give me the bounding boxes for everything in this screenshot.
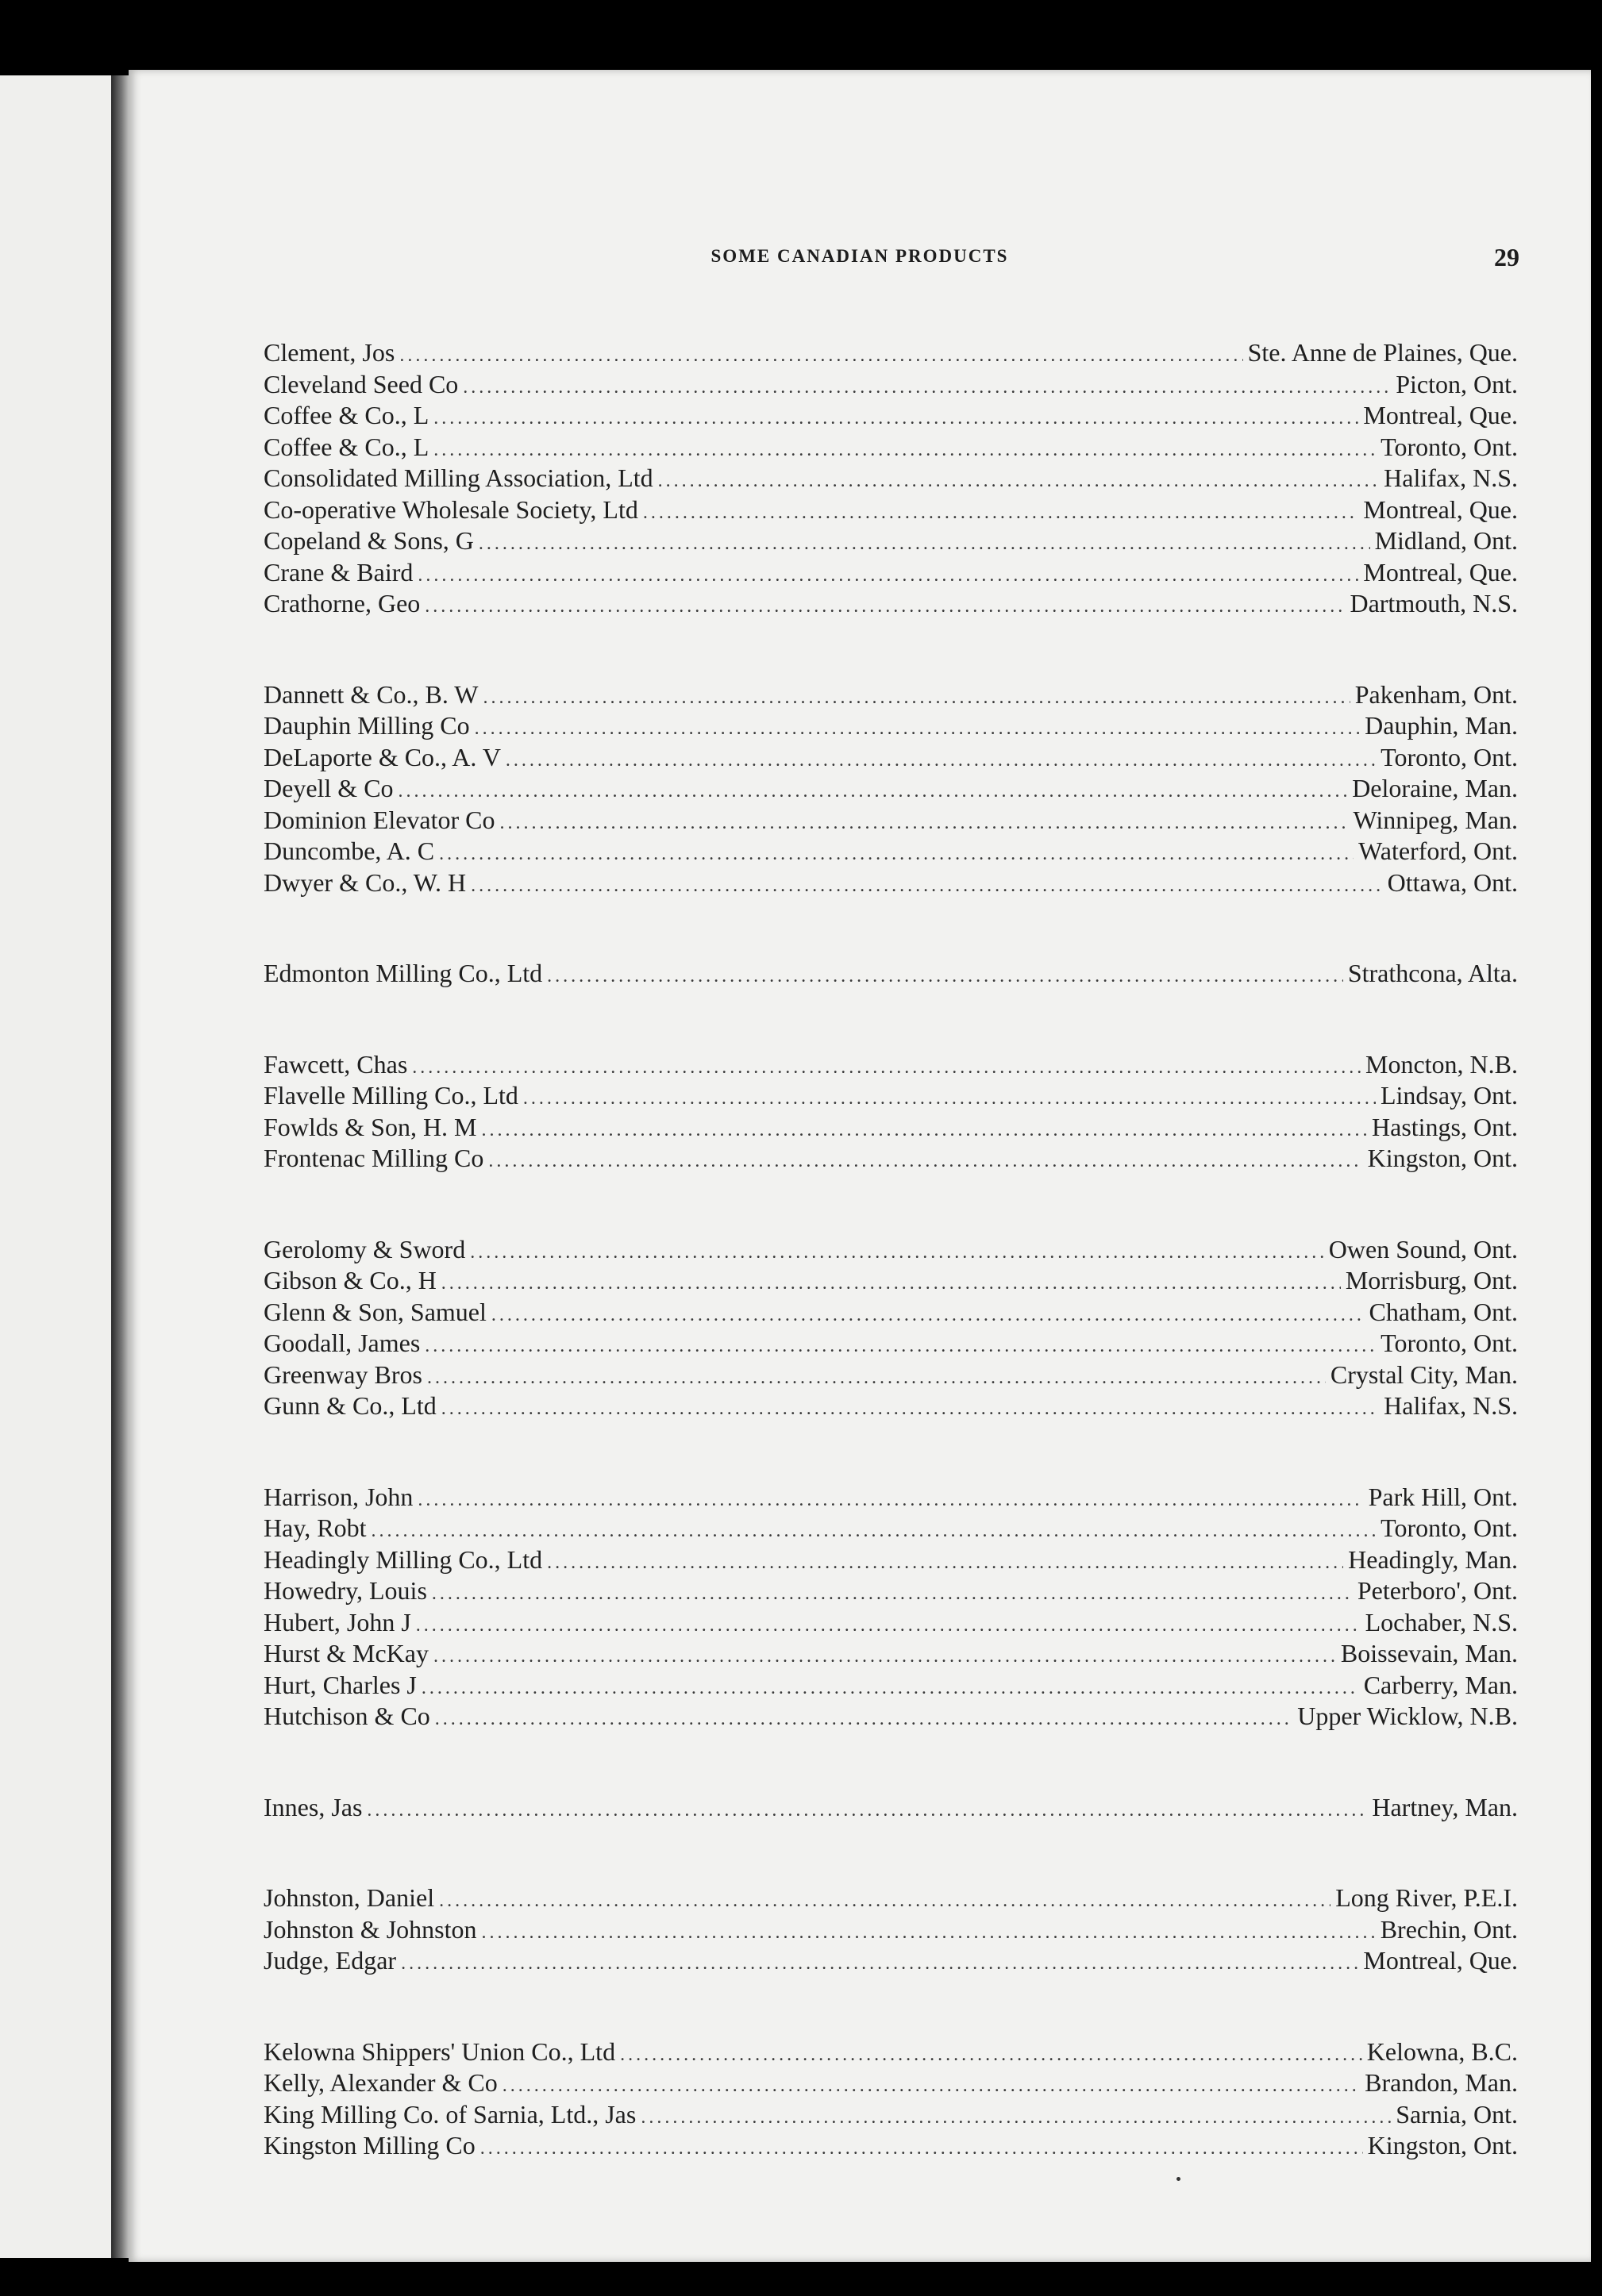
firm-name: Kingston Milling Co xyxy=(264,2131,476,2159)
directory-entry xyxy=(264,2037,1518,2069)
directory-entry xyxy=(264,1576,1518,1608)
directory-entry xyxy=(264,338,1518,370)
firm-location: Montreal, Que. xyxy=(1363,401,1518,429)
firm-name: Cleveland Seed Co xyxy=(264,369,459,398)
dot-leader xyxy=(481,1922,1375,1944)
firm-name: Coffee & Co., L xyxy=(264,432,429,461)
dot-leader xyxy=(482,1120,1368,1141)
directory-entry xyxy=(264,1513,1518,1545)
firm-location: Toronto, Ont. xyxy=(1381,1329,1518,1357)
firm-location: Kelowna, B.C. xyxy=(1366,2036,1518,2066)
directory-entry xyxy=(264,1915,1518,1947)
dot-leader xyxy=(433,1646,1336,1667)
dot-leader xyxy=(503,2075,1360,2097)
dot-leader xyxy=(433,440,1376,461)
dot-leader xyxy=(399,345,1242,367)
firm-name: Hay, Robt xyxy=(264,1513,367,1542)
directory-entry xyxy=(264,836,1518,868)
firm-name: Dauphin Milling Co xyxy=(264,711,470,740)
directory-entry xyxy=(264,1483,1518,1514)
firm-location: Winnipeg, Man. xyxy=(1353,805,1518,834)
firm-name: Judge, Edgar xyxy=(264,1946,397,1975)
firm-name: King Milling Co. of Sarnia, Ltd., Jas xyxy=(264,2099,637,2129)
directory-entry xyxy=(264,2131,1518,2163)
dot-leader xyxy=(547,1552,1343,1574)
directory-entry xyxy=(264,433,1518,464)
firm-location: Brechin, Ont. xyxy=(1380,1914,1518,1944)
directory-entry xyxy=(264,806,1518,837)
firm-name: Consolidated Milling Association, Ltd xyxy=(264,463,653,492)
dot-leader xyxy=(439,844,1354,865)
firm-location: Headingly, Man. xyxy=(1348,1544,1518,1574)
entry-group xyxy=(264,2037,1518,2163)
dot-leader xyxy=(523,1088,1376,1110)
dot-leader xyxy=(491,1305,1365,1326)
dot-leader xyxy=(439,1890,1331,1912)
firm-location: Kingston, Ont. xyxy=(1367,2131,1518,2159)
firm-location: Waterford, Ont. xyxy=(1358,836,1518,865)
directory-entry xyxy=(264,1391,1518,1423)
firm-location: Park Hill, Ont. xyxy=(1368,1482,1518,1511)
firm-name: Harrison, John xyxy=(264,1482,414,1511)
dot-leader xyxy=(547,966,1343,987)
entry-group xyxy=(264,959,1518,990)
dot-leader xyxy=(412,1057,1361,1079)
directory-entry xyxy=(264,401,1518,433)
dot-leader xyxy=(418,1490,1363,1511)
dot-leader xyxy=(399,781,1348,802)
directory-entry xyxy=(264,1329,1518,1360)
firm-name: Crathorne, Geo xyxy=(264,589,421,617)
directory-list xyxy=(264,338,1518,2222)
firm-name: Innes, Jas xyxy=(264,1792,363,1821)
firm-name: Howedry, Louis xyxy=(264,1576,427,1605)
firm-location: Long River, P.E.I. xyxy=(1335,1883,1518,1912)
dot-leader xyxy=(432,1583,1353,1605)
running-title: SOME CANADIAN PRODUCTS xyxy=(711,246,1009,266)
dot-leader xyxy=(500,813,1349,834)
entry-group xyxy=(264,1050,1518,1175)
directory-entry xyxy=(264,743,1518,775)
page-header xyxy=(129,243,1591,278)
firm-location: Upper Wicklow, N.B. xyxy=(1297,1702,1518,1730)
dot-leader xyxy=(425,1336,1376,1357)
firm-name: Hutchison & Co xyxy=(264,1702,430,1730)
directory-entry xyxy=(264,589,1518,621)
firm-name: Dwyer & Co., W. H xyxy=(264,867,467,897)
directory-entry xyxy=(264,526,1518,558)
dot-leader xyxy=(620,2044,1362,2066)
dot-leader xyxy=(658,471,1379,492)
firm-location: Toronto, Ont. xyxy=(1381,742,1518,771)
dot-leader xyxy=(441,1398,1379,1420)
firm-name: Gerolomy & Sword xyxy=(264,1234,466,1263)
dot-leader xyxy=(479,533,1370,555)
entry-group xyxy=(264,1483,1518,1733)
dot-leader xyxy=(483,687,1350,709)
firm-location: Morrisburg, Ont. xyxy=(1345,1266,1518,1294)
dot-leader xyxy=(641,2107,1391,2129)
firm-location: Montreal, Que. xyxy=(1363,494,1518,524)
firm-location: Chatham, Ont. xyxy=(1369,1297,1518,1326)
directory-entry xyxy=(264,1113,1518,1144)
entry-group xyxy=(264,680,1518,900)
dot-leader xyxy=(433,408,1358,429)
firm-location: Hartney, Man. xyxy=(1372,1792,1518,1821)
firm-location: Dartmouth, N.S. xyxy=(1350,589,1518,617)
firm-location: Ottawa, Ont. xyxy=(1387,867,1518,897)
directory-entry xyxy=(264,711,1518,743)
directory-entry xyxy=(264,463,1518,495)
firm-name: Kelly, Alexander & Co xyxy=(264,2068,498,2097)
directory-entry xyxy=(264,2068,1518,2100)
directory-entry xyxy=(264,959,1518,990)
firm-name: DeLaporte & Co., A. V xyxy=(264,742,501,771)
firm-name: Johnston & Johnston xyxy=(264,1914,477,1944)
firm-location: Toronto, Ont. xyxy=(1381,432,1518,461)
dot-leader xyxy=(475,718,1361,740)
firm-location: Crystal City, Man. xyxy=(1330,1360,1518,1389)
book-gutter xyxy=(111,75,129,2258)
firm-name: Headingly Milling Co., Ltd xyxy=(264,1544,543,1574)
facing-page-edge xyxy=(0,75,111,2258)
firm-location: Owen Sound, Ont. xyxy=(1328,1234,1518,1263)
directory-entry xyxy=(264,1545,1518,1577)
dot-leader xyxy=(435,1709,1292,1730)
firm-name: Hurt, Charles J xyxy=(264,1670,417,1699)
firm-location: Midland, Ont. xyxy=(1374,526,1518,555)
firm-name: Edmonton Milling Co., Ltd xyxy=(264,959,543,987)
directory-entry xyxy=(264,1360,1518,1392)
firm-location: Dauphin, Man. xyxy=(1365,711,1518,740)
firm-location: Moncton, N.B. xyxy=(1365,1049,1518,1079)
directory-entry xyxy=(264,1946,1518,1978)
dot-leader xyxy=(427,1367,1326,1389)
dot-leader xyxy=(470,1242,1324,1263)
directory-entry xyxy=(264,495,1518,527)
firm-location: Boissevain, Man. xyxy=(1340,1639,1518,1667)
entry-group xyxy=(264,1235,1518,1423)
directory-entry xyxy=(264,1050,1518,1082)
firm-location: Sarnia, Ont. xyxy=(1396,2099,1518,2129)
dot-leader xyxy=(480,2138,1363,2159)
firm-name: Dominion Elevator Co xyxy=(264,805,495,834)
dot-leader xyxy=(422,1678,1359,1699)
directory-entry xyxy=(264,370,1518,402)
firm-name: Flavelle Milling Co., Ltd xyxy=(264,1081,518,1110)
firm-location: Montreal, Que. xyxy=(1363,557,1518,586)
directory-entry xyxy=(264,1639,1518,1671)
firm-name: Fawcett, Chas xyxy=(264,1049,408,1079)
directory-entry xyxy=(264,1298,1518,1329)
directory-entry xyxy=(264,1883,1518,1915)
firm-name: Fowlds & Son, H. M xyxy=(264,1112,477,1141)
firm-location: Kingston, Ont. xyxy=(1367,1144,1518,1172)
entry-group xyxy=(264,338,1518,621)
directory-entry xyxy=(264,2100,1518,2132)
dot-leader xyxy=(463,377,1391,398)
firm-location: Picton, Ont. xyxy=(1396,369,1518,398)
firm-name: Duncombe, A. C xyxy=(264,836,435,865)
dot-leader xyxy=(401,1953,1358,1975)
dot-leader xyxy=(471,875,1382,897)
firm-name: Greenway Bros xyxy=(264,1360,422,1389)
directory-entry xyxy=(264,868,1518,900)
firm-location: Lochaber, N.S. xyxy=(1365,1607,1518,1636)
entry-group xyxy=(264,1883,1518,1978)
firm-name: Johnston, Daniel xyxy=(264,1883,435,1912)
firm-location: Montreal, Que. xyxy=(1363,1946,1518,1975)
firm-name: Goodall, James xyxy=(264,1329,421,1357)
firm-name: Coffee & Co., L xyxy=(264,401,429,429)
firm-name: Gunn & Co., Ltd xyxy=(264,1391,437,1420)
directory-entry xyxy=(264,680,1518,712)
firm-name: Hurst & McKay xyxy=(264,1639,429,1667)
firm-name: Dannett & Co., B. W xyxy=(264,679,479,709)
dot-leader xyxy=(418,565,1358,586)
firm-location: Ste. Anne de Plaines, Que. xyxy=(1247,338,1518,367)
directory-entry xyxy=(264,1793,1518,1825)
dot-leader xyxy=(416,1615,1361,1636)
dot-leader xyxy=(367,1800,1367,1821)
firm-location: Toronto, Ont. xyxy=(1381,1513,1518,1542)
firm-name: Copeland & Sons, G xyxy=(264,526,474,555)
directory-entry xyxy=(264,1671,1518,1702)
dot-leader xyxy=(371,1521,1376,1542)
directory-entry xyxy=(264,558,1518,590)
dot-leader xyxy=(643,502,1359,524)
directory-entry xyxy=(264,1235,1518,1267)
firm-name: Co-operative Wholesale Society, Ltd xyxy=(264,494,638,524)
directory-entry xyxy=(264,1702,1518,1733)
firm-name: Hubert, John J xyxy=(264,1607,411,1636)
firm-location: Hastings, Ont. xyxy=(1372,1112,1518,1141)
directory-entry xyxy=(264,1081,1518,1113)
directory-entry xyxy=(264,1266,1518,1298)
firm-name: Clement, Jos xyxy=(264,338,395,367)
firm-location: Deloraine, Man. xyxy=(1352,774,1518,802)
firm-name: Gibson & Co., H xyxy=(264,1266,437,1294)
directory-entry xyxy=(264,1608,1518,1640)
firm-location: Strathcona, Alta. xyxy=(1347,959,1518,987)
firm-name: Frontenac Milling Co xyxy=(264,1144,484,1172)
entry-group xyxy=(264,1793,1518,1825)
dot-leader xyxy=(441,1273,1341,1294)
document-page xyxy=(129,70,1591,2262)
firm-location: Lindsay, Ont. xyxy=(1380,1081,1518,1110)
firm-location: Pakenham, Ont. xyxy=(1354,679,1518,709)
ink-speck xyxy=(1176,2177,1180,2181)
firm-location: Carberry, Man. xyxy=(1363,1670,1518,1699)
directory-entry xyxy=(264,1144,1518,1175)
page-number: 29 xyxy=(1494,243,1519,271)
firm-location: Brandon, Man. xyxy=(1365,2068,1518,2097)
firm-name: Kelowna Shippers' Union Co., Ltd xyxy=(264,2036,616,2066)
dot-leader xyxy=(506,750,1376,771)
directory-entry xyxy=(264,774,1518,806)
firm-name: Crane & Baird xyxy=(264,557,414,586)
firm-location: Peterboro', Ont. xyxy=(1357,1576,1518,1605)
dot-leader xyxy=(488,1151,1362,1172)
firm-location: Halifax, N.S. xyxy=(1384,463,1518,492)
dot-leader xyxy=(425,596,1345,617)
firm-name: Glenn & Son, Samuel xyxy=(264,1297,487,1326)
firm-name: Deyell & Co xyxy=(264,774,394,802)
firm-location: Halifax, N.S. xyxy=(1384,1391,1518,1420)
